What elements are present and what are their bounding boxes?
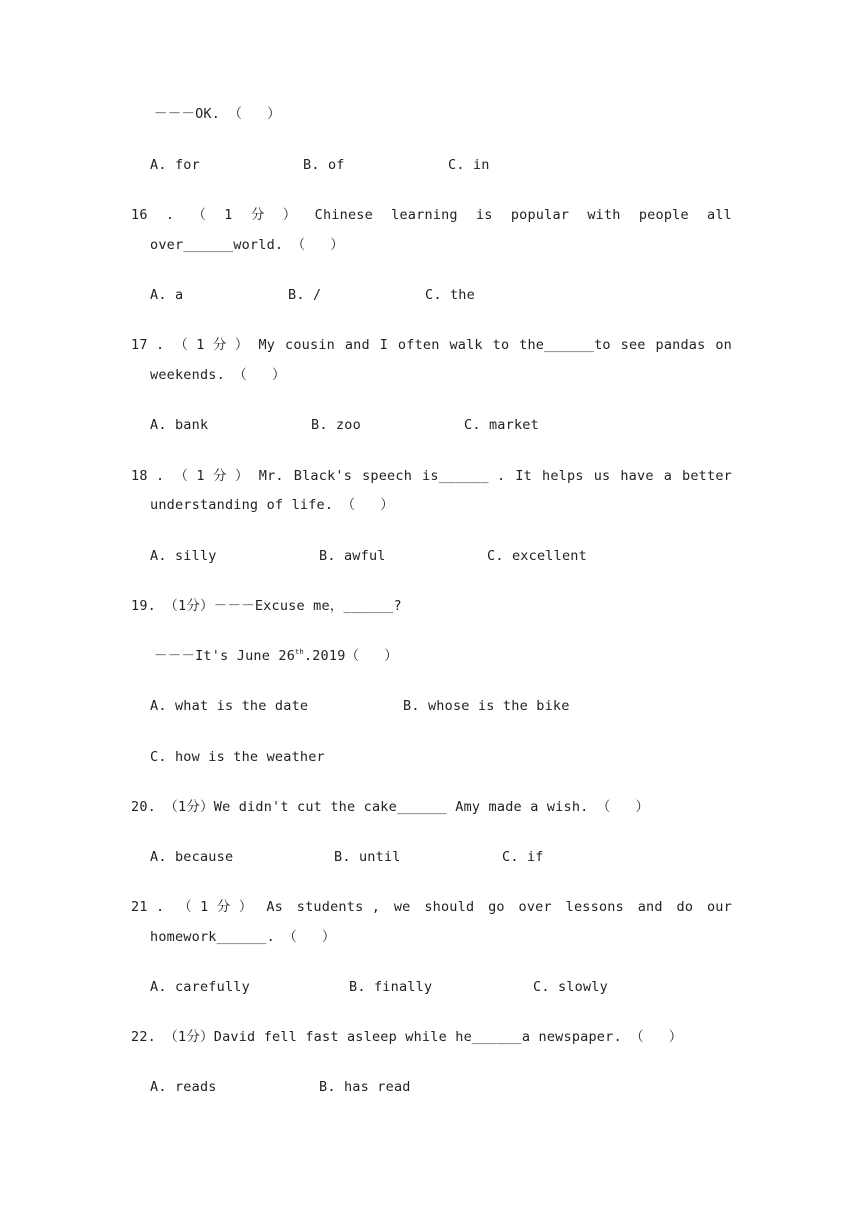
- stem-word: speech: [362, 468, 413, 484]
- q18-option-a[interactable]: A. silly: [150, 548, 217, 564]
- q17-option-a[interactable]: A. bank: [150, 417, 209, 433]
- stem-word: （: [192, 207, 207, 223]
- stem-word: pandas: [655, 337, 706, 353]
- stem-word: and: [637, 899, 663, 915]
- stem-word: 分: [250, 207, 265, 223]
- q16-option-a[interactable]: A. a: [150, 287, 184, 303]
- q21-stem-line1: [131, 898, 732, 916]
- stem-word: often: [397, 337, 440, 353]
- q16-stem-line2: over______world. （ ）: [150, 237, 344, 253]
- q19-answer-suffix: .2019（ ）: [303, 648, 398, 664]
- stem-word: As: [266, 899, 283, 915]
- stem-word: with: [587, 207, 621, 223]
- q15-option-a[interactable]: A. for: [150, 157, 200, 173]
- stem-word: have: [620, 468, 654, 484]
- q21-stem-line2: homework______. （ ）: [150, 929, 336, 945]
- q22-option-a[interactable]: A. reads: [150, 1079, 217, 1095]
- q19-option-a[interactable]: A. what is the date: [150, 698, 309, 714]
- stem-word: to: [492, 337, 510, 353]
- q19-option-b[interactable]: B. whose is the bike: [403, 698, 570, 714]
- stem-word: we: [393, 899, 411, 915]
- q17-stem-line1: [131, 336, 732, 354]
- q20-option-c[interactable]: C. if: [502, 849, 544, 865]
- stem-word: 18 .: [131, 468, 165, 484]
- stem-word: 1: [224, 207, 233, 223]
- q18-stem-line2: understanding of life. （ ）: [150, 497, 394, 513]
- stem-word: a: [663, 468, 673, 484]
- stem-word: Mr.: [258, 468, 284, 484]
- stem-word: I: [379, 337, 389, 353]
- stem-word: helps: [542, 468, 584, 484]
- stem-word: go: [488, 899, 505, 915]
- stem-word: students ,: [296, 899, 381, 915]
- q20-option-a[interactable]: A. because: [150, 849, 234, 865]
- stem-word: It: [515, 468, 533, 484]
- q19-stem-line1: 19. （1分）－－－Excuse me，______?: [131, 598, 402, 614]
- q22-option-b[interactable]: B. has read: [319, 1079, 411, 1095]
- stem-word: and: [344, 337, 370, 353]
- q19-answer-prefix: －－－It's June 26: [154, 648, 296, 664]
- stem-word: （ 1 分 ）: [174, 468, 249, 484]
- stem-word: on: [715, 337, 732, 353]
- stem-word: 17 .: [131, 337, 165, 353]
- stem-word: lessons: [565, 899, 624, 915]
- stem-word: .: [165, 207, 175, 223]
- stem-word: cousin: [285, 337, 335, 353]
- q15-option-c[interactable]: C. in: [448, 157, 490, 173]
- q21-option-a[interactable]: A. carefully: [150, 979, 250, 995]
- stem-word: （ 1 分 ）: [178, 899, 253, 915]
- q17-option-c[interactable]: C. market: [464, 417, 539, 433]
- q19-answer-sup: th: [295, 648, 304, 656]
- stem-word: learning: [391, 207, 458, 223]
- stem-word: our: [706, 899, 732, 915]
- q21-option-c[interactable]: C. slowly: [533, 979, 608, 995]
- q18-option-b[interactable]: B. awful: [319, 548, 386, 564]
- q17-option-b[interactable]: B. zoo: [311, 417, 361, 433]
- stem-word: do: [676, 899, 694, 915]
- q18-stem-line1: [131, 467, 732, 485]
- stem-word: walk: [449, 337, 483, 353]
- stem-word: all: [707, 207, 732, 223]
- q19-answer-line: [154, 647, 398, 665]
- q20-stem-line1: 20. （1分）We didn't cut the cake______ Amy made a wish. （ ）: [131, 799, 650, 815]
- stem-word: is______ .: [422, 468, 506, 484]
- q20-option-b[interactable]: B. until: [334, 849, 401, 865]
- stem-word: the______to: [519, 337, 611, 353]
- q16-stem-line1: [131, 206, 732, 224]
- stem-word: （ 1 分 ）: [174, 337, 249, 353]
- q15-answer-line: －－－OK. （ ）: [154, 106, 281, 122]
- stem-word: see: [620, 337, 646, 353]
- q17-stem-line2: weekends. （ ）: [150, 367, 286, 383]
- stem-word: people: [638, 207, 689, 223]
- q21-option-b[interactable]: B. finally: [349, 979, 433, 995]
- q16-option-c[interactable]: C. the: [425, 287, 475, 303]
- stem-word: should: [424, 899, 475, 915]
- stem-word: over: [518, 899, 552, 915]
- stem-word: ）: [282, 207, 297, 223]
- stem-word: Black's: [293, 468, 353, 484]
- q22-stem-line1: 22. （1分）David fell fast asleep while he______a newspaper. （ ）: [131, 1029, 683, 1045]
- q16-option-b[interactable]: B. /: [288, 287, 322, 303]
- stem-word: 21 .: [131, 899, 165, 915]
- stem-word: better: [682, 468, 732, 484]
- stem-word: is: [475, 207, 493, 223]
- stem-word: us: [593, 468, 611, 484]
- q15-option-b[interactable]: B. of: [303, 157, 345, 173]
- q19-option-c[interactable]: C. how is the weather: [150, 749, 325, 765]
- stem-word: Chinese: [314, 207, 373, 223]
- stem-word: 16: [131, 207, 148, 223]
- stem-word: popular: [510, 207, 570, 223]
- q18-option-c[interactable]: C. excellent: [487, 548, 587, 564]
- stem-word: My: [258, 337, 276, 353]
